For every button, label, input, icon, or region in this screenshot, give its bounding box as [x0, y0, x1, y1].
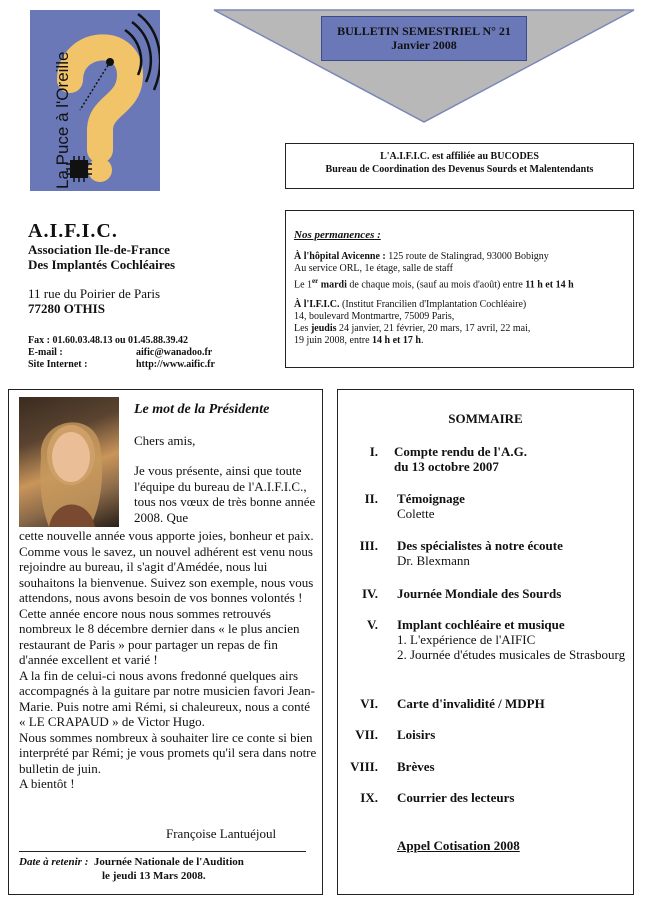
affiliation-box: [285, 143, 634, 189]
bulletin-header: [321, 16, 527, 61]
appel-cotisation-link[interactable]: Appel Cotisation 2008: [397, 838, 520, 853]
portrait-icon: [19, 397, 119, 527]
website-link[interactable]: http://www.aific.fr: [136, 359, 215, 370]
ific-line1: À l'I.F.I.C. (Institut Francilien d'Implantation Cochléaire): [294, 299, 527, 311]
hospital-line1: À l'hôpital Avicenne : 125 route de Stalingrad, 93000 Bobigny: [294, 251, 549, 262]
affiliation-line1: L'A.I.F.I.C. est affiliée au BUCODES: [380, 151, 539, 162]
ific-line3: Les jeudis 24 janvier, 21 février, 20 mars, 17 avril, 22 mai,: [294, 323, 531, 335]
hospital-line3: Le 1er mardi de chaque mois, (sauf au mois d'août) entre 11 h et 14 h: [294, 277, 574, 291]
address-line2: 77280 OTHIS: [28, 301, 105, 316]
date-label: Date à retenir :: [19, 856, 89, 868]
association-sub1: Association Ile-de-France: [28, 242, 170, 257]
logo-text: La Puce à l'Oreille: [53, 51, 72, 189]
mot-paragraph-intro: Je vous présente, ainsi que toute l'équipe du bureau de l'A.I.F.I.C., tous nos vœux de très bonne année 2008. Que: [134, 463, 316, 525]
permanences-box: [285, 210, 634, 368]
ific-line4: 19 juin 2008, entre 14 h et 17 h.: [294, 335, 424, 347]
affiliation-line2: Bureau de Coordination des Devenus Sourds et Malentendants: [325, 164, 594, 175]
email-value[interactable]: aific@wanadoo.fr: [136, 347, 213, 358]
association-title: A.I.F.I.C.: [28, 220, 118, 242]
mot-paragraph: A bientôt !: [19, 776, 75, 791]
date-a-retenir: [19, 855, 244, 883]
sommaire-title: SOMMAIRE: [448, 411, 523, 426]
ific-line2: 14, boulevard Montmartre, 75009 Paris,: [294, 311, 455, 323]
mot-greeting: Chers amis,: [134, 433, 196, 448]
bulletin-title: BULLETIN SEMESTRIEL N° 21: [337, 24, 511, 38]
question-mark-ear-icon: [30, 10, 160, 191]
date-line1: Journée Nationale de l'Audition: [93, 856, 244, 868]
logo: [30, 10, 160, 191]
mot-paragraph: cette nouvelle année vous apporte joies, bonheur et paix.: [19, 528, 314, 543]
permanences-heading: Nos permanences :: [294, 229, 381, 241]
president-photo: [19, 397, 119, 527]
date-line2: le jeudi 13 Mars 2008.: [102, 870, 206, 882]
divider: [19, 851, 306, 852]
contacts-table: [28, 335, 223, 371]
website-label: Site Internet :: [28, 359, 88, 370]
address-line1: 11 rue du Poirier de Paris: [28, 286, 161, 301]
hospital-line2: Au service ORL, 1e étage, salle de staff: [294, 263, 453, 274]
bulletin-date: Janvier 2008: [391, 38, 457, 52]
mot-paragraph: Cette année encore nous nous sommes retrouvés nombreux le 8 décembre dernier dans « le plus ancien restaurant de Paris » pour partager un repas de fin d'année excellent et varié !: [19, 605, 300, 667]
mot-paragraph: Nous sommes nombreux à souhaiter lire ce conte si bien interprété par Rémi; je vous promets qu'il sera dans notre bulletin de juin.: [19, 729, 317, 776]
mot-body: [19, 528, 319, 792]
email-label: E-mail :: [28, 347, 63, 358]
mot-paragraph: A la fin de celui-ci nous avons fredonné quelques airs accompagnés à la guitare par notre musicien favori Jean-Marie. Puis notre ami Rémi, si chaleureux, nous a conté « LE CRAPAUD » de Victor Hugo.: [19, 667, 315, 729]
association-block: [28, 220, 288, 316]
mot-paragraph: Comme vous le savez, un nouvel adhérent est venu nous rejoindre au bureau, il s'agit d'Amédée, nous lui souhaitons la bienvenue. Suivez son exemple, nous vous attendons, nous avons besoin de vos bonnes volontés !: [19, 543, 314, 605]
signature: Françoise Lantuéjoul: [166, 826, 277, 841]
fax: Fax : 01.60.03.48.13 ou 01.45.88.39.42: [28, 335, 188, 346]
association-sub2: Des Implantés Cochléaires: [28, 257, 176, 272]
mot-title: Le mot de la Présidente: [134, 402, 270, 417]
